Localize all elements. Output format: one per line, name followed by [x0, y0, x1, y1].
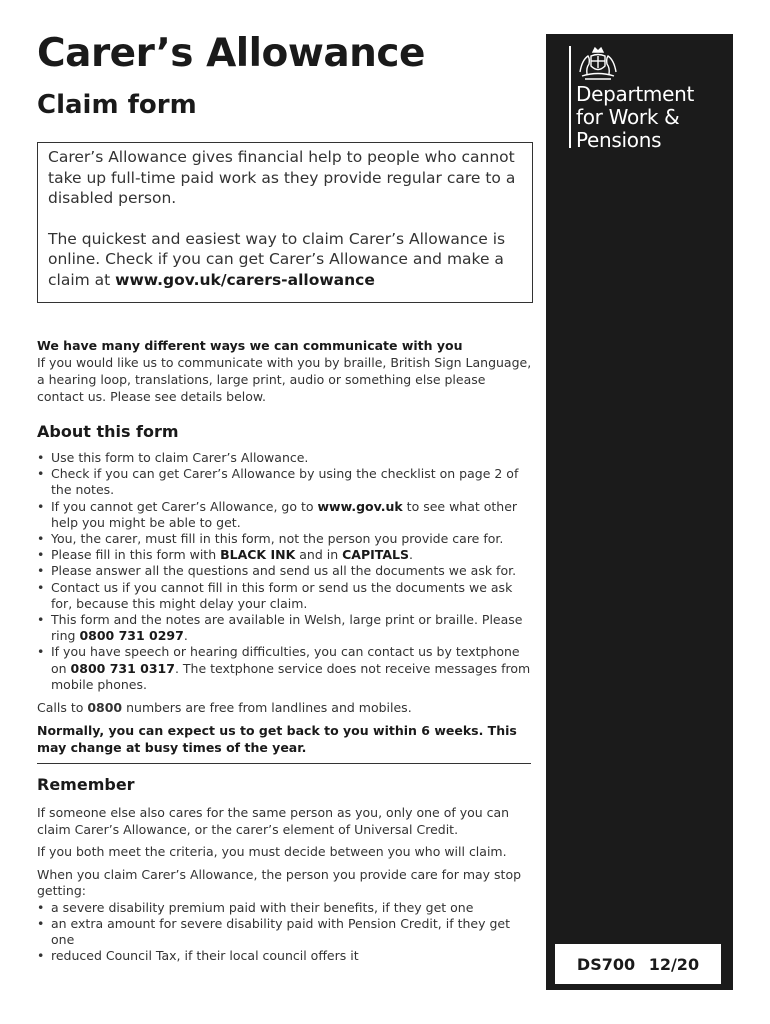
carers-allowance-link[interactable]: www.gov.uk/carers-allowance [115, 270, 375, 289]
list-item: • Please answer all the questions and send us all the documents we ask for. [37, 563, 533, 579]
about-heading: About this form [37, 422, 179, 441]
main-content [37, 30, 533, 964]
list-item: • Check if you can get Carer’s Allowance by using the checklist on page 2 of the notes. [37, 466, 533, 498]
page-subtitle: Claim form [37, 90, 197, 120]
remember-list [37, 900, 533, 964]
gov-uk-link[interactable]: www.gov.uk [317, 498, 403, 514]
remember-paragraph-2: If you both meet the criteria, you must decide between you who will claim. [37, 844, 507, 860]
page-title: Carer’s Allowance [37, 31, 425, 76]
calls-note: Calls to 0800 numbers are free from landlines and mobiles. [37, 700, 412, 716]
list-item: • If you cannot get Carer’s Allowance, go to www.gov.uk to see what other help you might be able to get. [37, 499, 533, 531]
dwp-logo-text: Department for Work & Pensions [576, 82, 695, 152]
list-item: • If you have speech or hearing difficulties, you can contact us by textphone on 0800 731 0317. The textphone service does not receive messages from mobile phones. [37, 644, 533, 693]
list-item: • an extra amount for severe disability paid with Pension Credit, if they get one [37, 916, 533, 948]
sidebar [546, 34, 733, 990]
royal-crest-icon [576, 46, 620, 80]
list-item: • reduced Council Tax, if their local council offers it [37, 948, 533, 964]
intro-paragraph-2-text: The quickest and easiest way to claim Carer’s Allowance is online. Check if you can get Carer’s Allowance and make a claim at [48, 229, 506, 289]
communicate-heading: We have many different ways we can communicate with you [37, 338, 463, 353]
list-item: • Contact us if you cannot fill in this form or send us the documents we ask for, because this might delay your claim. [37, 580, 533, 612]
list-item: • You, the carer, must fill in this form, not the person you provide care for. [37, 531, 533, 547]
response-time-note: Normally, you can expect us to get back to you within 6 weeks. This may change at busy times of the year. [37, 723, 517, 756]
form-code-badge: DS700 12/20 [555, 944, 721, 984]
about-section [37, 421, 533, 756]
intro-box [37, 142, 533, 303]
remember-section [37, 774, 533, 964]
remember-heading: Remember [37, 775, 135, 795]
list-item: • Use this form to claim Carer’s Allowance. [37, 450, 533, 466]
list-item: • Please fill in this form with BLACK INK and in CAPITALS. [37, 547, 533, 563]
about-list [37, 450, 533, 693]
list-item: • This form and the notes are available in Welsh, large print or braille. Please ring 0800 731 0297. [37, 612, 533, 644]
textphone-number: 0800 731 0317 [70, 660, 175, 676]
section-divider [37, 763, 531, 764]
communicate-text: If you would like us to communicate with you by braille, British Sign Language, a hearing loop, translations, large print, audio or something else please contact us. Please see details below. [37, 355, 532, 404]
remember-paragraph-3: When you claim Carer’s Allowance, the person you provide care for may stop getting: [37, 866, 522, 899]
remember-paragraph-1: If someone else also cares for the same person as you, only one of you can claim Carer’s Allowance, or the carer’s element of Universal Credit. [37, 805, 510, 837]
list-item: • a severe disability premium paid with their benefits, if they get one [37, 900, 533, 916]
intro-paragraph-1: Carer’s Allowance gives financial help to people who cannot take up full-time paid work as they provide regular care to a disabled person. [48, 148, 516, 207]
phone-number: 0800 731 0297 [79, 628, 184, 644]
intro-paragraph-2 [48, 229, 518, 291]
logo-divider [569, 46, 571, 148]
